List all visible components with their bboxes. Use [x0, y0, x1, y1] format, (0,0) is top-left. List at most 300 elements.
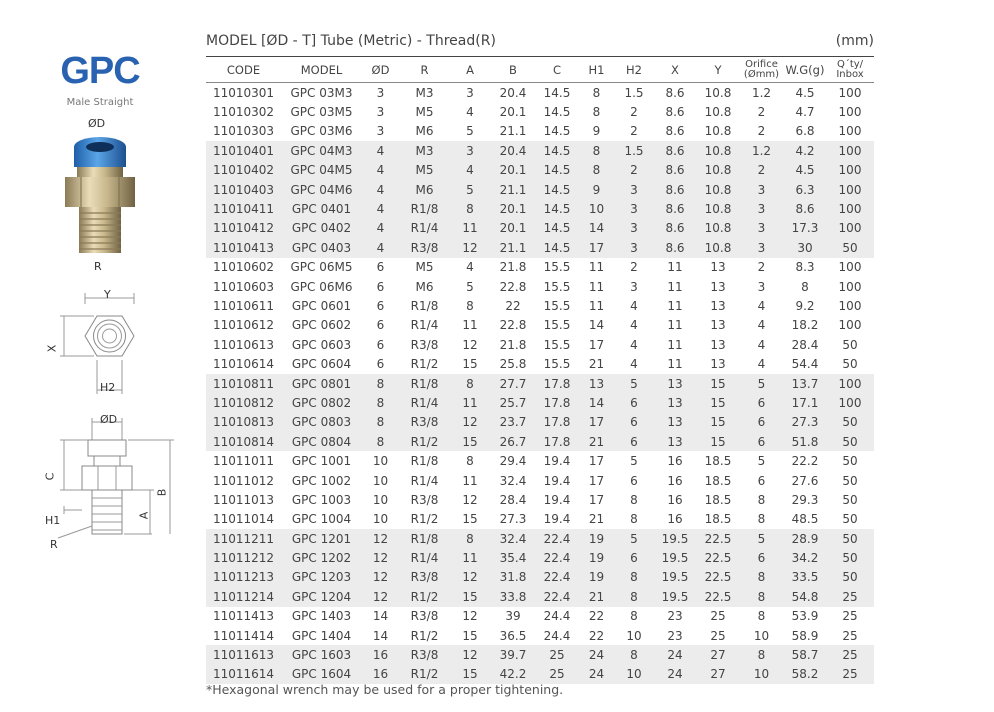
table-cell: 50	[826, 238, 874, 257]
table-cell: 22.8	[499, 279, 527, 294]
table-cell: 22	[588, 628, 605, 643]
table-cell: 1.2	[751, 85, 772, 100]
table-cell: 11010301	[212, 85, 275, 100]
table-cell: 24	[578, 645, 615, 664]
table-body	[206, 83, 874, 685]
table-cell: GPC 1403	[291, 609, 352, 624]
table-cell: 8.3	[795, 260, 815, 275]
table-cell: 28.9	[784, 529, 826, 548]
table-cell: 15.5	[543, 298, 571, 313]
table-cell: 9	[578, 180, 615, 199]
table-cell: GPC 1604	[281, 665, 362, 684]
table-cell: 25	[536, 665, 578, 684]
table-cell: 14.5	[536, 219, 578, 238]
table-cell: 3	[450, 141, 490, 160]
table-cell: 3	[376, 124, 385, 139]
table-cell: 11011212	[206, 548, 281, 567]
table-cell: 3	[376, 105, 385, 120]
table-cell: 12	[450, 413, 490, 432]
table-cell: 33.8	[490, 587, 536, 606]
table-cell: 17	[578, 238, 615, 257]
table-cell: 8.6	[653, 199, 697, 218]
od-side-label: ØD	[100, 413, 118, 426]
table-cell: 11	[450, 219, 490, 238]
table-cell: 27	[697, 645, 739, 664]
table-cell: 14.5	[536, 180, 578, 199]
table-cell: 8.6	[653, 238, 697, 257]
table-cell: 29.3	[791, 492, 819, 507]
table-cell: 20.1	[490, 161, 536, 180]
table-cell: 12	[362, 529, 399, 548]
table-cell: 24	[653, 665, 697, 684]
table-cell: 20.4	[490, 141, 536, 160]
table-cell: 6	[739, 548, 784, 567]
table-cell: 25	[826, 665, 874, 684]
table-cell: 11011413	[212, 609, 275, 624]
table-cell: 6	[376, 357, 385, 372]
table-cell: 24	[653, 645, 697, 664]
table-cell: 53.9	[791, 609, 819, 624]
column-header: ØD	[362, 57, 399, 83]
table-cell: 4	[362, 199, 399, 218]
table-cell: 10	[626, 628, 642, 643]
table-row	[206, 219, 874, 238]
table-cell: 36.5	[499, 628, 527, 643]
table-cell: 25	[826, 587, 874, 606]
table-cell: 3	[630, 279, 638, 294]
table-row	[206, 490, 874, 509]
table-cell: 23	[667, 628, 683, 643]
table-cell: R1/4	[410, 473, 439, 488]
table-cell: 100	[826, 161, 874, 180]
table-cell: 13	[653, 374, 697, 393]
table-cell: 11011014	[212, 512, 275, 527]
table-cell: 1.5	[624, 85, 644, 100]
table-cell: 17	[588, 473, 605, 488]
table-cell: R1/8	[399, 529, 450, 548]
table-cell: 13	[710, 279, 726, 294]
table-cell: 15	[697, 413, 739, 432]
table-cell: 8.6	[653, 161, 697, 180]
table-cell: 14.5	[543, 124, 571, 139]
table-cell: 50	[842, 512, 858, 527]
table-cell: 4	[362, 141, 399, 160]
table-cell: 24.4	[543, 609, 571, 624]
table-cell: 3	[615, 219, 653, 238]
table-cell: 6	[615, 413, 653, 432]
table-cell: R3/8	[399, 238, 450, 257]
table-cell: 12	[462, 492, 478, 507]
table-cell: 15.5	[543, 337, 571, 352]
table-row	[206, 587, 874, 606]
unit-label: (mm)	[835, 33, 874, 49]
table-cell: 28.4	[791, 337, 819, 352]
r-side-label: R	[50, 538, 58, 551]
table-row	[206, 626, 874, 645]
table-cell: 3	[739, 219, 784, 238]
table-cell: 100	[826, 374, 874, 393]
table-cell: 23.7	[490, 413, 536, 432]
table-cell: 23	[667, 609, 683, 624]
table-cell: 17	[588, 337, 605, 352]
table-cell: 11	[667, 357, 683, 372]
table-cell: 5	[757, 454, 766, 469]
table-cell: 19.4	[543, 512, 571, 527]
table-cell: 18.5	[704, 454, 732, 469]
table-cell: 8	[362, 413, 399, 432]
table-cell: 8.6	[665, 85, 685, 100]
table-cell: 14	[372, 628, 389, 643]
table-cell: 4	[450, 161, 490, 180]
table-row	[206, 180, 874, 199]
table-cell: 19	[578, 568, 615, 587]
column-header: H2	[615, 57, 653, 83]
table-cell: 11010401	[206, 141, 281, 160]
table-cell: R3/8	[399, 568, 450, 587]
table-cell: 11	[462, 318, 478, 333]
table-cell: 2	[630, 124, 638, 139]
table-row	[206, 141, 874, 160]
table-cell: 11	[667, 279, 683, 294]
table-cell: 10	[372, 473, 389, 488]
table-row	[206, 161, 874, 180]
table-cell: 100	[838, 85, 862, 100]
table-cell: 8	[362, 374, 399, 393]
table-cell: 19	[578, 548, 615, 567]
column-header: B	[490, 57, 536, 83]
table-row	[206, 316, 874, 335]
table-cell: 10	[739, 665, 784, 684]
table-cell: GPC 06M6	[290, 279, 353, 294]
table-cell: 14.5	[536, 141, 578, 160]
table-cell: 6	[739, 393, 784, 412]
table-cell: 100	[826, 393, 874, 412]
table-cell: 15	[462, 628, 478, 643]
table-cell: 2	[757, 105, 766, 120]
table-cell: 35.4	[490, 548, 536, 567]
table-cell: 11	[450, 393, 490, 412]
table-cell: 13.7	[784, 374, 826, 393]
table-cell: GPC 03M3	[290, 85, 353, 100]
table-cell: 34.2	[784, 548, 826, 567]
table-cell: GPC 1201	[281, 529, 362, 548]
h1-label: H1	[45, 514, 61, 527]
table-cell: 6	[615, 548, 653, 567]
table-cell: 100	[838, 124, 862, 139]
x-label: X	[45, 344, 59, 353]
table-cell: 10.8	[704, 85, 732, 100]
table-cell: 25.7	[490, 393, 536, 412]
table-cell: 4	[757, 357, 766, 372]
table-cell: 22.4	[536, 587, 578, 606]
table-cell: 4	[466, 105, 474, 120]
table-cell: 100	[838, 105, 862, 120]
table-cell: 8	[630, 512, 638, 527]
table-cell: 58.2	[784, 665, 826, 684]
c-label: C	[43, 472, 57, 481]
table-cell: 4	[362, 219, 399, 238]
table-row	[206, 335, 874, 354]
table-cell: 32.4	[490, 529, 536, 548]
table-cell: 11010402	[206, 161, 281, 180]
table-cell: 10.8	[697, 161, 739, 180]
table-cell: 30	[784, 238, 826, 257]
table-cell: 11010412	[206, 219, 281, 238]
table-cell: 6	[630, 473, 638, 488]
table-cell: 19.5	[653, 548, 697, 567]
table-cell: 19.5	[653, 529, 697, 548]
column-header: CODE	[206, 57, 281, 83]
table-cell: 50	[826, 568, 874, 587]
table-cell: 3	[615, 180, 653, 199]
table-cell: 4	[362, 238, 399, 257]
table-cell: 5	[450, 180, 490, 199]
table-cell: 50	[826, 413, 874, 432]
table-cell: 8	[592, 105, 601, 120]
table-cell: 17.3	[784, 219, 826, 238]
table-cell: 8	[615, 645, 653, 664]
table-cell: 4	[362, 180, 399, 199]
table-cell: 15	[462, 512, 478, 527]
table-cell: 48.5	[791, 512, 819, 527]
table-cell: M5	[415, 105, 434, 120]
table-cell: GPC 0401	[281, 199, 362, 218]
table-cell: 27.7	[490, 374, 536, 393]
table-cell: 11010602	[212, 260, 275, 275]
spec-table	[206, 56, 874, 684]
table-cell: 4	[757, 298, 766, 313]
table-cell: 8	[615, 587, 653, 606]
table-cell: 10.8	[697, 219, 739, 238]
table-cell: 13	[653, 432, 697, 451]
table-cell: 22.5	[697, 587, 739, 606]
table-cell: 6.8	[795, 124, 815, 139]
table-cell: 11010613	[212, 337, 275, 352]
table-cell: 11010302	[212, 105, 275, 120]
table-cell: 3	[466, 85, 474, 100]
table-cell: 4	[757, 337, 766, 352]
table-cell: 16	[667, 492, 683, 507]
table-row	[206, 432, 874, 451]
table-cell: 4.2	[784, 141, 826, 160]
od-label: ØD	[88, 117, 106, 130]
table-cell: 22	[588, 609, 605, 624]
table-cell: 11010603	[212, 279, 275, 294]
table-cell: 13	[710, 318, 726, 333]
table-cell: 24.4	[543, 628, 571, 643]
table-cell: 22.5	[697, 529, 739, 548]
table-cell: 15	[697, 393, 739, 412]
table-cell: R3/8	[410, 492, 439, 507]
footnote: *Hexagonal wrench may be used for a proper tightening.	[206, 682, 564, 697]
table-cell: 8	[739, 568, 784, 587]
table-cell: 12	[450, 238, 490, 257]
table-cell: GPC 0603	[291, 337, 352, 352]
table-cell: 6	[615, 432, 653, 451]
table-cell: 11	[667, 318, 683, 333]
table-cell: 27.3	[784, 413, 826, 432]
table-cell: 17.8	[536, 413, 578, 432]
table-cell: 100	[838, 318, 862, 333]
table-row	[206, 471, 874, 490]
table-cell: 8.6	[784, 199, 826, 218]
header-row	[206, 57, 874, 83]
table-cell: 18.5	[704, 512, 732, 527]
table-cell: 5	[739, 374, 784, 393]
table-cell: 10.8	[697, 180, 739, 199]
table-cell: 8	[450, 529, 490, 548]
table-cell: 10	[578, 199, 615, 218]
table-cell: 15	[697, 374, 739, 393]
table-cell: R1/2	[399, 665, 450, 684]
table-cell: 24	[578, 665, 615, 684]
table-row	[206, 393, 874, 412]
table-cell: 2	[630, 260, 638, 275]
column-header: A	[450, 57, 490, 83]
table-cell: 20.1	[490, 199, 536, 218]
table-cell: 8	[592, 85, 601, 100]
table-cell: 21.8	[499, 260, 527, 275]
table-cell: 11	[588, 298, 605, 313]
table-cell: 6	[615, 393, 653, 412]
table-cell: 25	[536, 645, 578, 664]
table-cell: 13	[710, 337, 726, 352]
column-header: X	[653, 57, 697, 83]
table-cell: 11010303	[212, 124, 275, 139]
table-cell: 11011414	[212, 628, 275, 643]
side-view-drawing	[40, 410, 190, 560]
table-cell: 14	[578, 393, 615, 412]
table-cell: 50	[842, 357, 858, 372]
table-cell: 8	[615, 568, 653, 587]
table-cell: M6	[415, 279, 434, 294]
table-cell: 39.7	[490, 645, 536, 664]
table-cell: 54.8	[784, 587, 826, 606]
table-cell: M6	[415, 124, 434, 139]
table-cell: 8	[739, 587, 784, 606]
table-cell: 19.5	[653, 568, 697, 587]
table-cell: 17	[578, 413, 615, 432]
table-cell: 58.9	[791, 628, 819, 643]
table-row	[206, 374, 874, 393]
column-header: W.G(g)	[784, 57, 826, 83]
table-cell: 11010614	[212, 357, 275, 372]
table-cell: R1/2	[410, 512, 439, 527]
table-cell: GPC 0802	[281, 393, 362, 412]
table-cell: 100	[838, 279, 862, 294]
table-cell: 4.5	[795, 85, 815, 100]
table-cell: GPC 04M5	[281, 161, 362, 180]
table-row	[206, 607, 874, 626]
table-cell: 11011613	[206, 645, 281, 664]
table-cell: 22.5	[697, 568, 739, 587]
table-cell: 26.7	[490, 432, 536, 451]
table-cell: 8	[578, 161, 615, 180]
r-label: R	[94, 260, 102, 273]
table-cell: 21.8	[499, 337, 527, 352]
table-row	[206, 296, 874, 315]
table-row	[206, 510, 874, 529]
table-cell: 16	[362, 665, 399, 684]
table-row	[206, 354, 874, 373]
table-cell: 11010811	[206, 374, 281, 393]
table-cell: 32.4	[499, 473, 527, 488]
table-cell: 11	[450, 548, 490, 567]
table-cell: 13	[653, 393, 697, 412]
table-cell: GPC 04M6	[281, 180, 362, 199]
table-cell: 10	[372, 512, 389, 527]
table-cell: 22.4	[536, 548, 578, 567]
table-cell: R3/8	[410, 337, 439, 352]
table-cell: M5	[399, 161, 450, 180]
table-cell: 4	[466, 260, 474, 275]
table-cell: 8	[757, 609, 766, 624]
table-cell: 27.3	[499, 512, 527, 527]
table-cell: 2	[630, 105, 638, 120]
table-cell: 18.5	[704, 473, 732, 488]
table-cell: 10.8	[704, 124, 732, 139]
table-row	[206, 277, 874, 296]
table-cell: 21	[578, 587, 615, 606]
table-cell: 33.5	[784, 568, 826, 587]
table-cell: R1/4	[399, 548, 450, 567]
table-cell: 22.5	[697, 548, 739, 567]
table-cell: 25	[826, 645, 874, 664]
table-cell: 20.1	[490, 219, 536, 238]
table-cell: 11011614	[206, 665, 281, 684]
table-cell: R3/8	[410, 609, 439, 624]
table-cell: 12	[362, 568, 399, 587]
table-row	[206, 83, 874, 103]
table-cell: 15.5	[543, 260, 571, 275]
table-cell: 20.1	[499, 105, 527, 120]
column-header: H1	[578, 57, 615, 83]
table-cell: 8	[757, 492, 766, 507]
table-cell: 17	[588, 454, 605, 469]
table-cell: 10	[372, 454, 389, 469]
table-cell: 16	[667, 473, 683, 488]
table-cell: R1/8	[399, 199, 450, 218]
table-cell: GPC 0804	[281, 432, 362, 451]
table-cell: 51.8	[784, 432, 826, 451]
table-cell: 12	[450, 645, 490, 664]
column-header: Y	[697, 57, 739, 83]
table-cell: GPC 0601	[291, 298, 352, 313]
table-cell: 20.4	[499, 85, 527, 100]
table-cell: 8	[450, 374, 490, 393]
fitting-photo	[45, 133, 155, 263]
table-cell: 22.8	[499, 318, 527, 333]
brand-title: GPC	[60, 50, 140, 92]
table-cell: 42.2	[490, 665, 536, 684]
table-cell: 6	[739, 413, 784, 432]
table-cell: 19.5	[653, 587, 697, 606]
table-cell: 8	[466, 298, 474, 313]
table-cell: 4	[630, 357, 638, 372]
a-label: A	[137, 511, 151, 520]
column-header: Q´ty/ Inbox	[826, 57, 874, 83]
table-cell: GPC 06M5	[290, 260, 353, 275]
table-cell: 8.6	[653, 219, 697, 238]
table-cell: GPC 1404	[291, 628, 352, 643]
table-cell: 3	[739, 199, 784, 218]
table-cell: R1/4	[399, 393, 450, 412]
table-cell: 11011012	[212, 473, 275, 488]
table-cell: 11	[588, 279, 605, 294]
table-cell: 8.6	[665, 124, 685, 139]
table-cell: R1/2	[410, 628, 439, 643]
table-header	[206, 33, 874, 53]
